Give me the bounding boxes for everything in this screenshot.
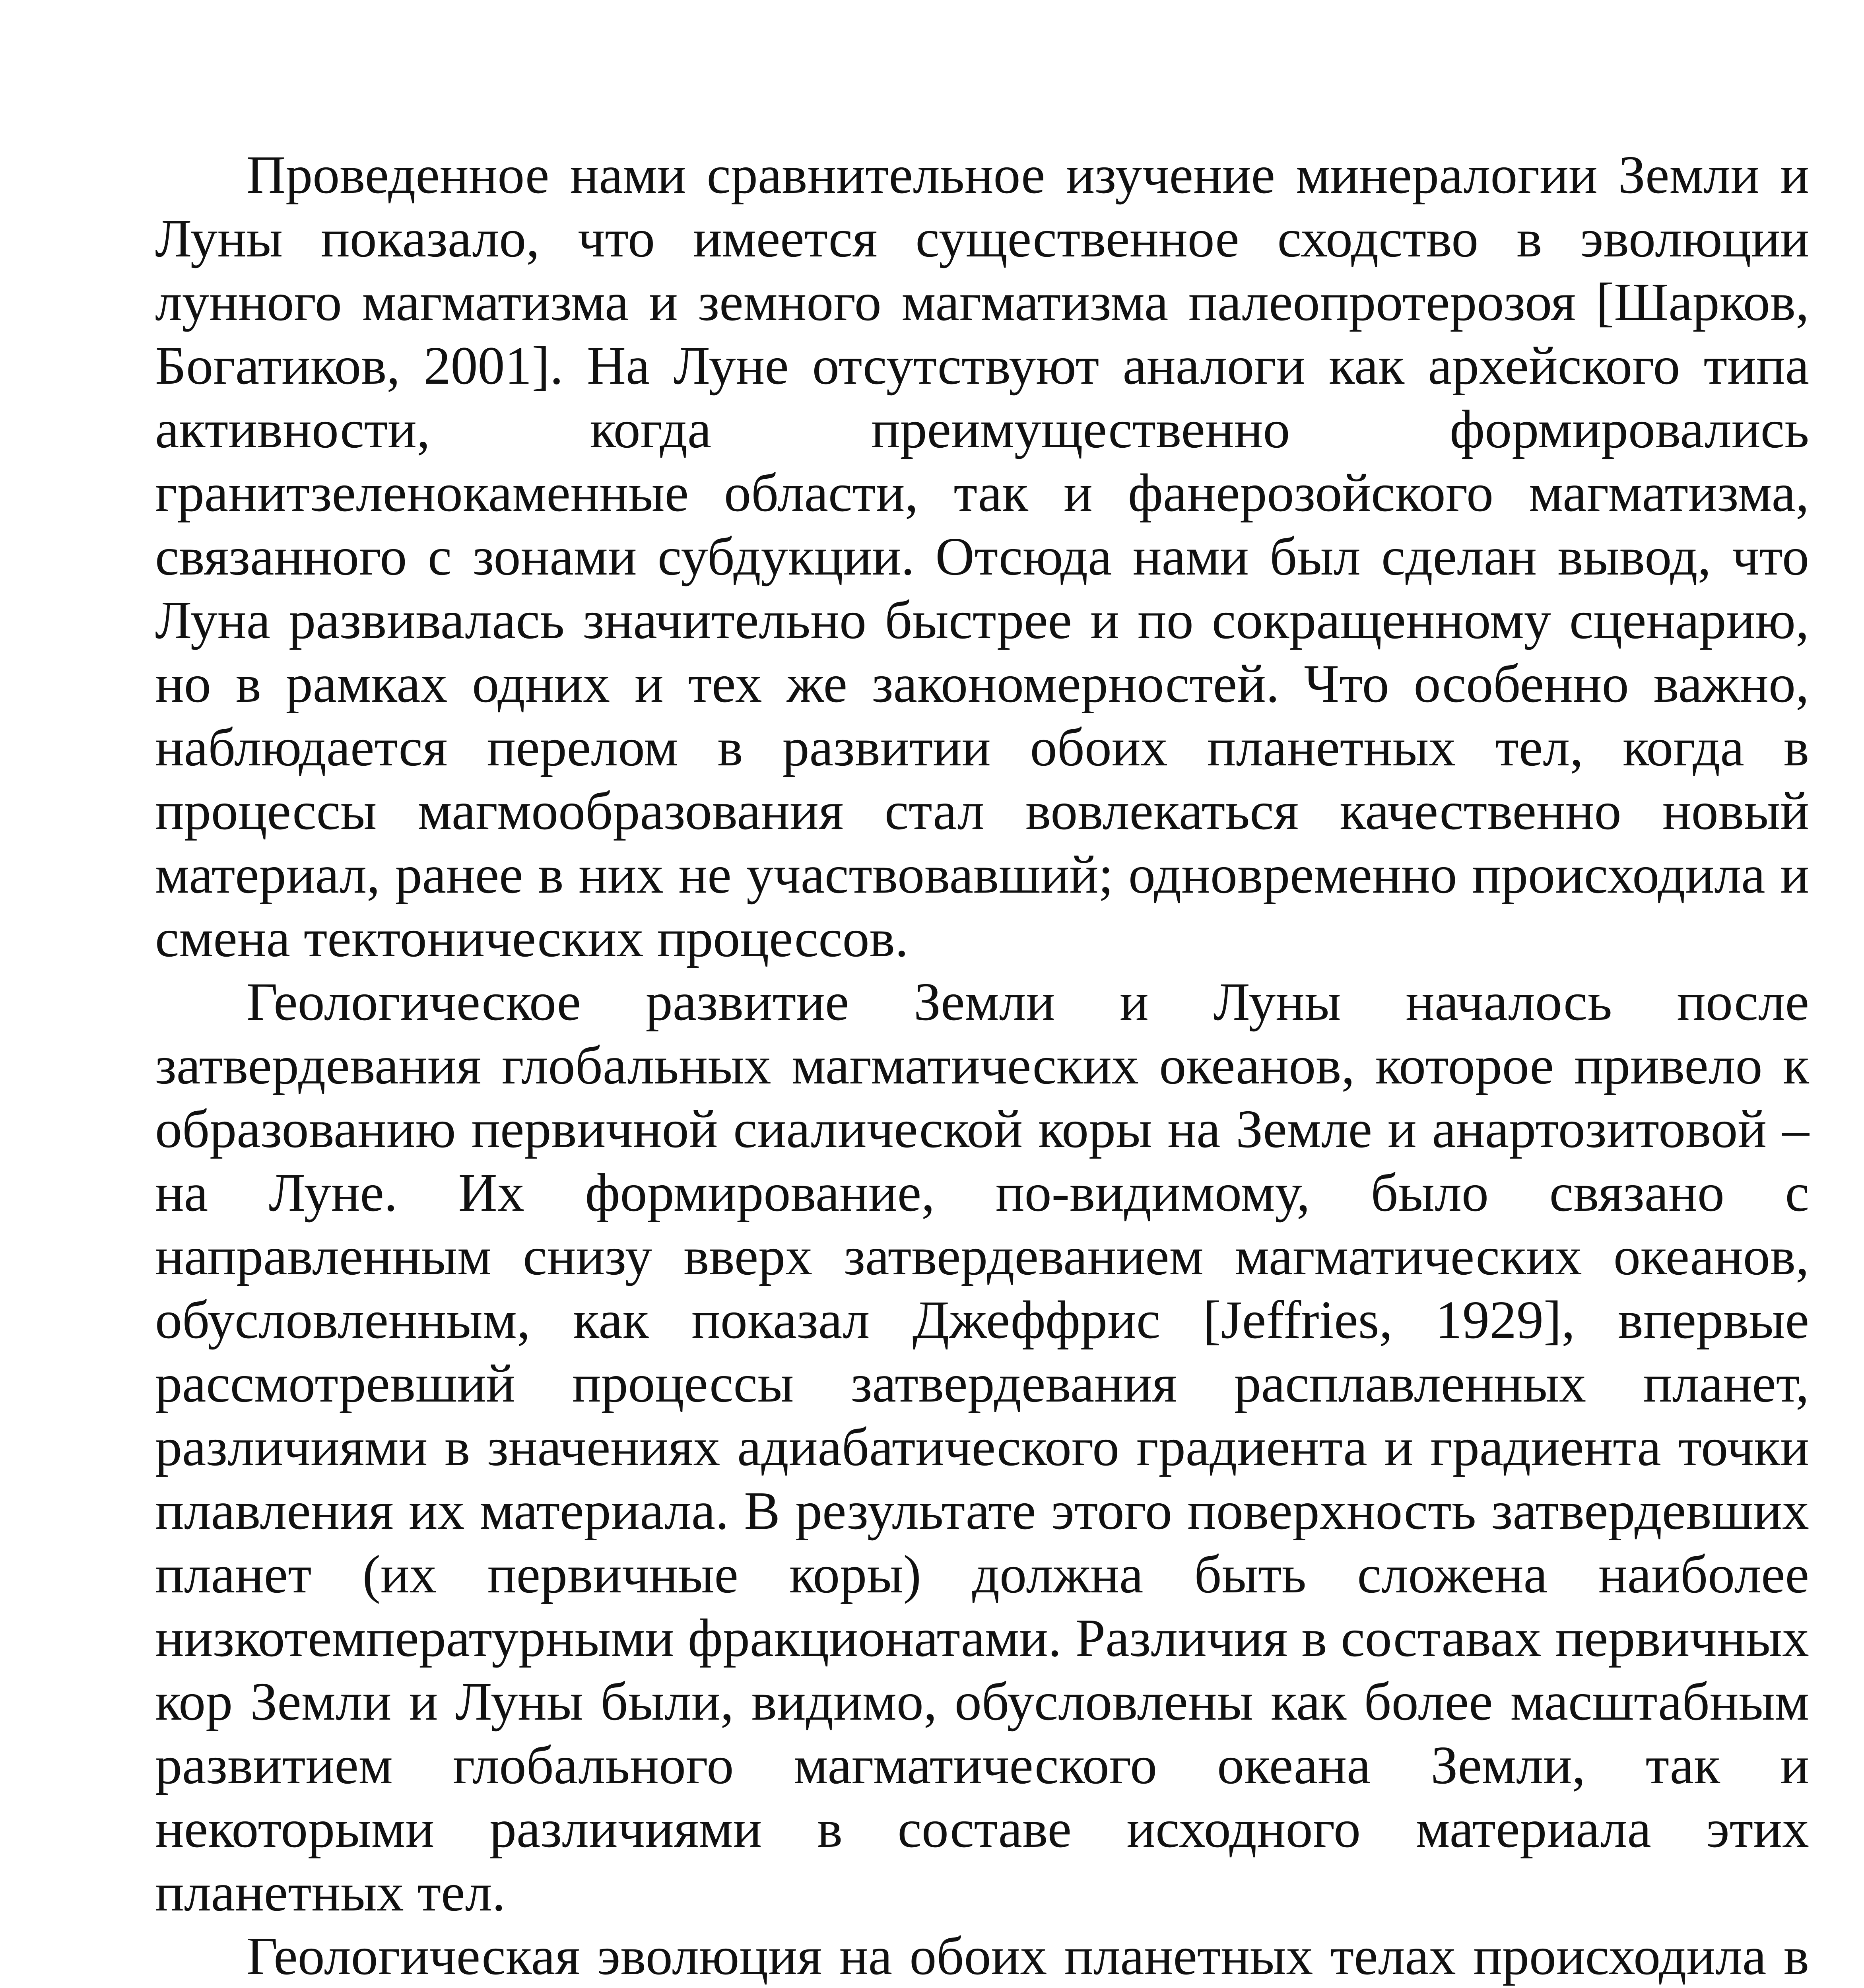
paragraph-2: Геологическое развитие Земли и Луны началось после затвердевания глобальных магматических океанов, которое привело к образованию первичной сиалической коры на Земле и анартозитовой – на Луне. Их формирование, по-видимому, было связано с направленным снизу вверх затвердеванием магматических океанов, обусловленным, как показал Джеффрис [Jeffries, 1929], впервые рассмотревший процессы затвердевания расплавленных планет, различиями в значениях адиабатического градиента и градиента точки плавления их материала. В результате этого поверхность затвердевших планет (их первичные коры) должна быть сложена наиболее низкотемпературными фракционатами. Различия в составах первичных кор Земли и Луны были, видимо, обусловлены как более масштабным развитием глобального магматического океана Земли, так и некоторыми различиями в составе исходного материала этих планетных тел. [155,972,1809,1922]
body-text [155,143,1809,1988]
paragraph-3: Геологическая эволюция на обоих планетных телах происходила в [247,1926,1809,1986]
paragraph-1: Проведенное нами сравнительное изучение минералогии Земли и Луны показало, что имеется существенное сходство в эволюции лунного магматизма и земного магматизма палеопротерозоя [Шарков, Богатиков, 2001]. На Луне отсутствуют аналоги как архейского типа активности, когда преимущественно формировались гранитзеленокаменные области, так и фанерозойского магматизма, связанного с зонами субдукции. Отсюда нами был сделан вывод, что Луна развивалась значительно быстрее и по сокращенному сценарию, но в рамках одних и тех же закономерностей. Что особенно важно, наблюдается перелом в развитии обоих планетных тел, когда в процессы магмообразования стал вовлекаться качественно новый материал, ранее в них не участвовавший; одновременно происходила и смена тектонических процессов. [155,145,1809,968]
